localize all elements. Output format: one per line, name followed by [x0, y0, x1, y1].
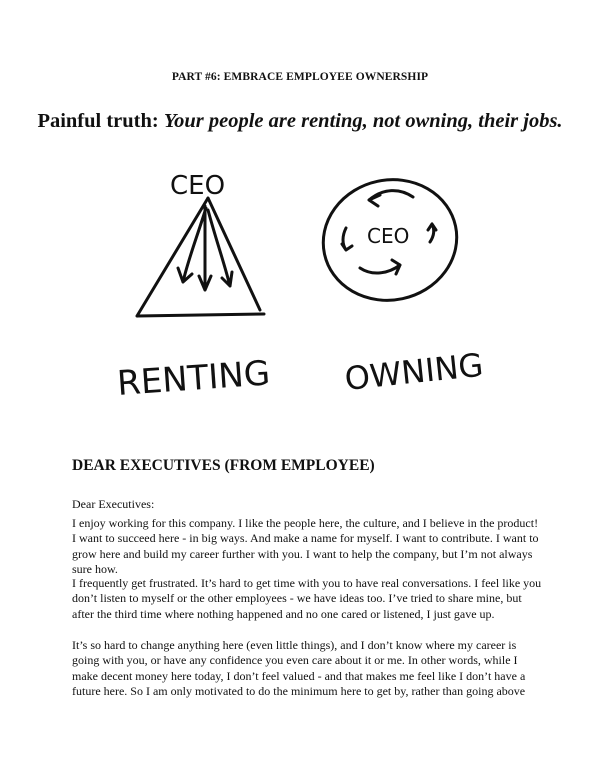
triangle-shape	[137, 198, 264, 316]
salutation: Dear Executives:	[72, 497, 155, 511]
arrow-left-icon	[178, 208, 206, 282]
headline-emphasis: Your people are renting, not owning, their jobs.	[163, 110, 563, 132]
renting-owning-illustration	[0, 150, 600, 410]
arrow-curve-top-icon	[369, 191, 413, 206]
renting-caption: RENTING	[115, 353, 272, 404]
owning-caption: OWNING	[342, 345, 486, 398]
letter-paragraph: I frequently get frustrated. It’s hard to get time with you to have real conversations. I feel like you don’t listen to myself or the other employees - we have ideas too. I’ve tried to share mine, but after the third time where nothing happened and no one cared or listened, I just gave up.	[72, 576, 542, 621]
owning-diagram	[312, 167, 485, 398]
renting-ceo-label: CEO	[170, 171, 226, 201]
headline	[0, 110, 600, 133]
owning-ceo-label: CEO	[367, 224, 410, 248]
renting-diagram	[116, 171, 272, 404]
arrow-curve-right-icon	[428, 224, 436, 242]
arrow-curve-bottom-icon	[360, 260, 400, 274]
section-title: DEAR EXECUTIVES (FROM EMPLOYEE)	[72, 457, 375, 474]
letter-paragraph: It’s so hard to change anything here (even little things), and I don’t know where my career is going with you, or have any confidence you even care about it or me. In other words, while I make decent money here today, I don’t feel valued - and that makes me feel like I don’t have a future here. So I am only motivated to do the minimum here to get by, rather than going above	[72, 638, 526, 698]
arrow-curve-left-icon	[342, 228, 352, 250]
part-title: PART #6: EMBRACE EMPLOYEE OWNERSHIP	[171, 71, 429, 83]
letter-paragraph: I enjoy working for this company. I like the people here, the culture, and I believe in the product! I want to succeed here - in big ways. And make a name for myself. I want to contribute. I want to grow here and build my career further with you. I want to help the company, but I’m not always sure how.	[72, 516, 539, 576]
headline-lead: Painful truth:	[37, 110, 159, 132]
